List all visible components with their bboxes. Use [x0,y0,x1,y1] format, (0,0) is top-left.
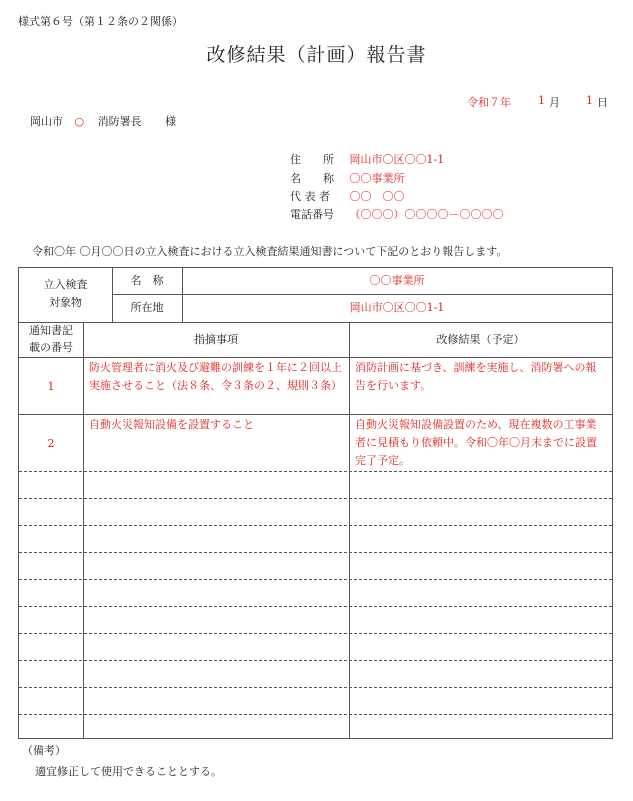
addressee-office: 消防署長 [97,115,142,128]
target-header-line1: 立入検査 [43,278,88,291]
row-2-result: 自動火災報知設備設置のため、現在複数の工事業者に見積もり依頼中。令和〇年〇月末までに設置完了予定。 [355,418,597,467]
row-2-finding: 自動火災報知設備を設置すること [89,418,254,431]
sender-representative-label: 代 表 者 [290,190,330,203]
row-1-result: 消防計画に基づき、訓練を実施し、消防署への報告を行います。 [355,361,597,392]
row-2-number: 2 [47,437,55,450]
table-divider [19,414,612,415]
body-sentence: 令和〇年 〇月〇〇日の立入検査における立入検査結果通知書について下記のとおり報告します。 [32,245,508,258]
target-header-line2: 対象物 [49,296,82,309]
remarks-label: （備考） [22,744,66,757]
table-row-separator [19,714,612,715]
sender-address-row [290,151,444,167]
sender-name-label: 名 称 [290,172,334,185]
col-header-results: 改修結果（予定） [436,333,525,346]
table-row-separator [19,633,612,634]
date-day-unit: 日 [597,96,608,109]
table-row-separator [19,687,612,688]
table-divider [19,322,612,323]
col-header-findings: 指摘事項 [194,333,238,346]
form-number: 様式第６号（第１２条の２関係） [18,15,183,28]
sender-phone-value: （〇〇〇）〇〇〇〇－〇〇〇〇 [349,208,504,221]
addressee-mark: ○ [74,115,85,128]
table-row-separator [19,525,612,526]
sender-representative-row [290,188,405,204]
date-month-value: 1 [538,94,545,107]
sender-phone-row [290,206,504,222]
location-label: 所在地 [130,301,164,314]
row-1-finding: 防火管理者に消火及び避難の訓練を１年に２回以上実施させること（法８条、令３条の２、規則３条） [89,361,342,392]
table-row-separator [19,471,612,472]
table-row-separator [19,606,612,607]
sender-name-value: 〇〇事業所 [349,172,405,185]
sender-name-row [290,170,405,186]
date-month-unit: 月 [549,96,560,109]
sender-address-value: 岡山市〇区〇〇1-1 [349,153,445,166]
addressee-city: 岡山市 [30,115,63,128]
table-row-separator [19,660,612,661]
date-day-value: 1 [586,94,593,107]
sender-phone-label: 電話番号 [290,208,334,221]
report-table [18,267,613,739]
table-divider [112,294,612,295]
row-1-number: 1 [47,380,55,393]
col-header-number-line1: 通知書記 [29,324,73,337]
sender-address-label: 住 所 [290,153,334,166]
date-era-year: 令和７年 [467,96,511,109]
addressee [30,113,176,129]
table-row-separator [19,579,612,580]
col-header-number-line2: 載の番号 [29,341,73,354]
table-divider [83,322,84,738]
table-divider [349,322,350,738]
sender-representative-value: 〇〇 〇〇 [349,190,405,203]
table-divider [19,357,612,358]
name-label: 名 称 [130,274,164,287]
location-value: 岡山市〇区〇〇1-1 [349,301,445,314]
table-row-separator [19,552,612,553]
page-title: 改修結果（計画）報告書 [206,44,427,66]
remarks-text: 適宜修正して使用できることとする。 [35,765,222,778]
name-value: 〇〇事業所 [369,274,425,287]
table-row-separator [19,498,612,499]
addressee-honorific: 様 [165,115,177,128]
